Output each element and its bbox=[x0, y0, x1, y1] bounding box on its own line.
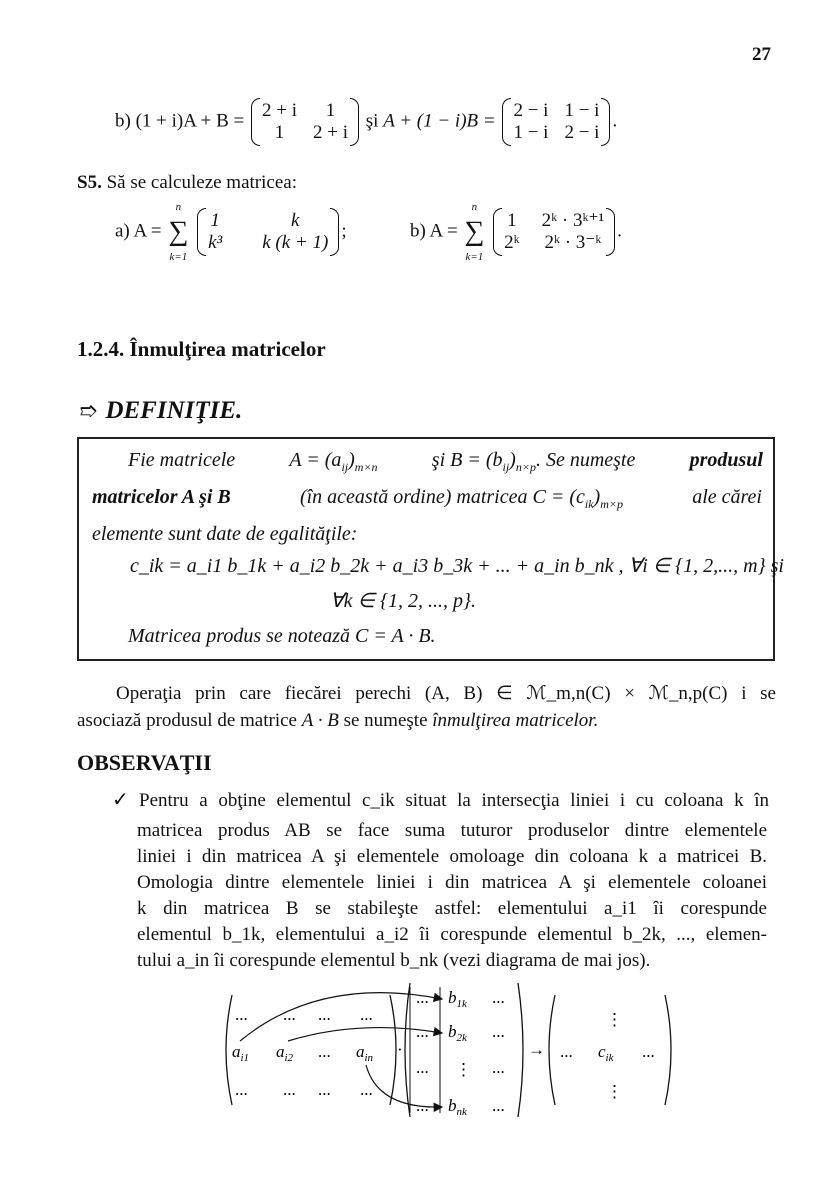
matrix-a bbox=[197, 208, 339, 256]
t: (în această ordine) matricea C = (c bbox=[299, 486, 585, 508]
ex-b-label: b) (1 + i)A + B = bbox=[115, 110, 245, 132]
dots: ... bbox=[318, 1042, 331, 1061]
matrix-2 bbox=[502, 98, 610, 146]
sum-symbol bbox=[464, 200, 484, 264]
t: n×p bbox=[515, 460, 536, 474]
dots: ... bbox=[283, 1005, 296, 1024]
def-line-1 bbox=[128, 448, 763, 479]
dots: ... bbox=[492, 1096, 505, 1115]
a-in: $a_{in}$ bbox=[356, 1042, 374, 1064]
s5-text: Să se calculeze matricea: bbox=[106, 172, 297, 193]
a-label: a) A = bbox=[115, 220, 162, 242]
sigma: ∑ bbox=[168, 216, 189, 247]
def-quantifier: ∀k ∈ {1, 2, ..., p}. bbox=[330, 590, 476, 612]
a-i1: $a_{i1}$ bbox=[232, 1042, 250, 1064]
sum-symbol bbox=[168, 200, 188, 264]
para-line-2 bbox=[77, 710, 598, 732]
matrix-b bbox=[493, 208, 615, 256]
observations-title: OBSERVAŢII bbox=[77, 750, 212, 775]
dots: ... bbox=[642, 1042, 655, 1061]
dots: ... bbox=[416, 1022, 429, 1041]
dots: ... bbox=[492, 1022, 505, 1041]
cell: 2ᵏ · 3ᵏ⁺¹ bbox=[541, 210, 605, 231]
t: m×n bbox=[354, 460, 378, 474]
cell: 2ᵏ bbox=[504, 232, 520, 253]
dots: ... bbox=[416, 1058, 429, 1077]
obs-line: Pentru a obţine elementul c_ik situat la intersecţia liniei i cu coloana k în bbox=[139, 790, 769, 811]
obs-line: elementul b_1k, elementului a_i2 îi corespunde elementul b_2k, ..., elemen- bbox=[137, 924, 767, 945]
sum-bottom: k=1 bbox=[169, 251, 188, 263]
matrix-product-diagram bbox=[0, 975, 828, 1135]
t: asociază produsul de matrice bbox=[77, 710, 297, 731]
dots: ... bbox=[492, 988, 505, 1007]
t: ik bbox=[584, 497, 594, 511]
cell: 2 − i bbox=[564, 122, 600, 143]
cell: 2 − i bbox=[513, 100, 549, 121]
dots: ... bbox=[318, 1005, 331, 1024]
t: se numeşte bbox=[343, 710, 428, 731]
s5-heading bbox=[77, 172, 297, 194]
and-word: şi bbox=[365, 110, 379, 132]
dots: ... bbox=[235, 1080, 248, 1099]
vdots: ⋮ bbox=[606, 1010, 623, 1029]
def-notation: Matricea produs se notează C = A · B. bbox=[128, 625, 436, 647]
bold-term: matricelor A şi B bbox=[92, 486, 231, 508]
ex-b-mid: A + (1 − i)B = bbox=[383, 110, 496, 132]
cell: 1 − i bbox=[564, 100, 600, 121]
hand-pointer-icon: ➱ bbox=[79, 398, 98, 423]
t: m×p bbox=[600, 497, 623, 511]
def-formula: c_ik = a_i1 b_1k + a_i2 b_2k + a_i3 b_3k + ... + a_in b_nk , ∀i ∈ {1, 2,..., m} şi bbox=[130, 555, 784, 577]
dots: ... bbox=[235, 1005, 248, 1024]
cell: 1 bbox=[210, 210, 220, 231]
t: ) bbox=[593, 486, 601, 508]
math-b bbox=[432, 448, 636, 479]
dots: ... bbox=[492, 1058, 505, 1077]
text: ale cărei bbox=[692, 486, 762, 508]
t: şi B = (b bbox=[431, 449, 503, 471]
period: . bbox=[617, 220, 622, 242]
sum-bottom: k=1 bbox=[465, 251, 484, 263]
text: Fie matricele bbox=[128, 449, 236, 471]
b-2k: $b_{2k}$ bbox=[448, 1022, 467, 1044]
s5-b bbox=[410, 200, 622, 264]
t: ij bbox=[341, 460, 349, 474]
cell: k³ bbox=[208, 232, 223, 253]
def-line-2 bbox=[92, 485, 762, 516]
cell: 1 bbox=[325, 100, 336, 121]
obs-line: matricea produs AB se face suma tuturor produselor dintre elementele bbox=[137, 820, 767, 841]
math-a bbox=[289, 448, 377, 479]
definition-heading bbox=[79, 396, 242, 426]
sigma: ∑ bbox=[464, 216, 485, 247]
obs-line: tului a_in îi corespunde elementul b_nk (vezi diagrama de mai jos). bbox=[137, 950, 651, 971]
b-nk: $b_{nk}$ bbox=[448, 1096, 467, 1118]
obs-line: liniei i din matricea A şi elementele omoloage din coloana k a matricei B. bbox=[137, 846, 767, 867]
t: ij bbox=[502, 460, 510, 474]
t: . Se numeşte bbox=[535, 449, 636, 471]
t: ) bbox=[509, 449, 516, 471]
b-label: b) A = bbox=[410, 220, 458, 242]
text bbox=[300, 485, 623, 516]
cell: 2 + i bbox=[262, 100, 298, 121]
dots: ... bbox=[360, 1005, 373, 1024]
vdots: ⋮ bbox=[455, 1060, 472, 1079]
t: A = (a bbox=[289, 449, 342, 471]
a-i2: $a_{i2}$ bbox=[276, 1042, 294, 1064]
para-line-1: Operaţia prin care fiecărei perechi (A, B) ∈ ℳ_m,n(C) × ℳ_n,p(C) i se bbox=[116, 683, 776, 704]
obs-line: Omologia dintre elementele liniei i din matricea A şi elementele coloanei bbox=[137, 872, 767, 893]
sum-top: n bbox=[175, 201, 182, 213]
section-title: 1.2.4. Înmulţirea matricelor bbox=[77, 337, 326, 361]
dots: ... bbox=[416, 988, 429, 1007]
cell: 2 + i bbox=[313, 122, 349, 143]
dots: ... bbox=[416, 1096, 429, 1115]
dots: ... bbox=[360, 1080, 373, 1099]
semicolon: ; bbox=[341, 220, 347, 242]
cell: 2ᵏ · 3⁻ᵏ bbox=[544, 232, 602, 253]
exercise-b bbox=[115, 98, 617, 146]
def-line-3: elemente sunt date de egalităţile: bbox=[92, 523, 358, 545]
page-number: 27 bbox=[752, 44, 771, 65]
arrow-icon: → bbox=[528, 1040, 545, 1059]
period: . bbox=[612, 110, 618, 132]
dots: ... bbox=[283, 1080, 296, 1099]
matrix-1 bbox=[251, 98, 359, 146]
product-dot: · bbox=[397, 1040, 403, 1059]
cell: 1 − i bbox=[513, 122, 549, 143]
sum-top: n bbox=[471, 201, 478, 213]
arrow-a-in-to-b-nk bbox=[366, 1065, 442, 1107]
obs-line: k din matricea B se stabileşte astfel: elementului a_i1 îi corespunde bbox=[137, 898, 767, 919]
cell: 1 bbox=[274, 122, 285, 143]
definition-title: DEFINIŢIE. bbox=[105, 397, 243, 424]
arrow-a-i1-to-b-1k bbox=[240, 993, 442, 1041]
bold-term: produsul bbox=[689, 449, 763, 471]
b-1k: $b_{1k}$ bbox=[448, 988, 467, 1010]
t: A · B bbox=[301, 710, 339, 731]
vdots: ⋮ bbox=[606, 1082, 623, 1101]
s5-a bbox=[115, 200, 347, 264]
check-icon: ✓ bbox=[112, 789, 129, 811]
cell: 1 bbox=[507, 210, 517, 231]
c-ik: $c_{ik}$ bbox=[598, 1042, 614, 1064]
t: ) bbox=[348, 449, 355, 471]
t: înmulţirea matricelor. bbox=[432, 710, 599, 731]
s5-label: S5. bbox=[77, 172, 102, 193]
cell: k bbox=[291, 210, 300, 231]
dots: ... bbox=[318, 1080, 331, 1099]
cell: k (k + 1) bbox=[262, 232, 329, 253]
dots: ... bbox=[560, 1042, 573, 1061]
